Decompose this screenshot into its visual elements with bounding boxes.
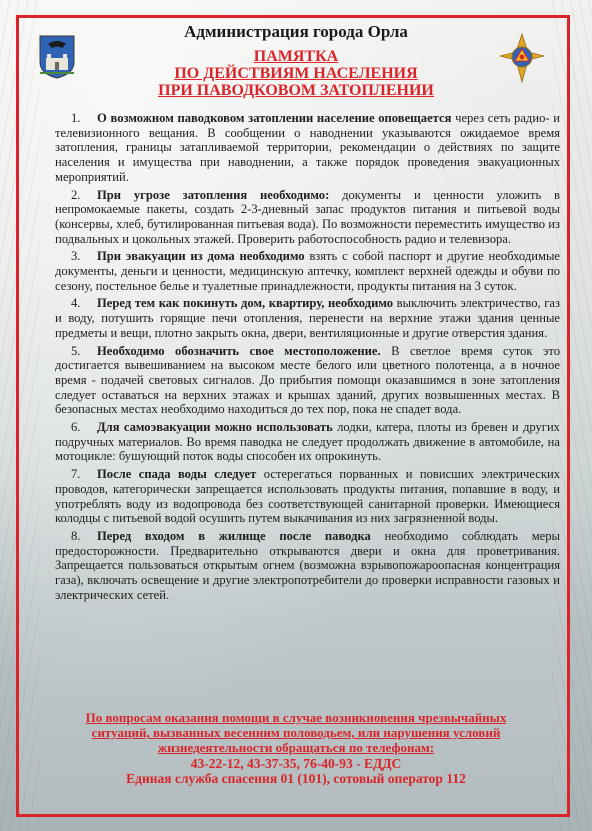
- paragraph-text: через сеть радио- и телевизионного вещания. В сообщении о наводнении указываются ожидаемое время затопления, границы затапливаемой территории, рекомендации о действиях по защите населения и имущества при наводнении, а также порядок проведения эвакуационных мероприятий.: [55, 111, 560, 184]
- instruction-paragraph: [55, 188, 560, 247]
- memo-heading-line: ПО ДЕЙСТВИЯМ НАСЕЛЕНИЯ: [174, 65, 418, 82]
- paragraph-lead: При эвакуации из дома необходимо: [97, 249, 305, 264]
- paragraph-lead: Перед входом в жилище после паводка: [97, 528, 371, 543]
- instructions-list: [55, 111, 560, 606]
- paragraph-text: документы и ценности уложить в непромокаемые пакеты, создать 2-3-дневный запас продуктов питания и питьевой воды (консервы, хлеб, бутилированная питьевая вода). По возможности переместить имущество из подвальных и цокольных этажей. Проверить работоспособность радио и телевизора.: [55, 187, 561, 246]
- paragraph-lead: О возможном паводковом затоплении население оповещается: [97, 111, 452, 125]
- paragraph-number: 4.: [71, 296, 81, 311]
- paragraph-lead: Необходимо обозначить свое местоположение.: [97, 343, 381, 358]
- paragraph-lead: Перед тем как покинуть дом, квартиру, необходимо: [97, 296, 394, 311]
- instruction-paragraph: [55, 467, 560, 526]
- paragraph-text: взять с собой паспорт и другие необходимые документы, деньги и ценности, медицинскую аптечку, комплект верхней одежды и обуви по сезону, постельное белье и туалетные принадлежности, продукты питания на 3 суток.: [55, 249, 560, 293]
- paragraph-text: В светлое время суток это достигается вывешиванием на высоком месте белого или цветного полотенца, а в ночное время - подачей световых сигналов. До прибытия помощи оказавшимся в зоне затопления следует оставаться на верхних этажах и крышах зданий, других возвышенных местах. В безопасных местах необходимо находиться до тех пор, пока не спадет вода.: [55, 343, 560, 417]
- paragraph-number: 8.: [71, 528, 81, 543]
- phone-numbers: 43-22-12, 43-37-35, 76-40-93 - ЕДДС: [190, 756, 402, 771]
- paragraph-text: остерегаться порванных и повисших электрических проводов, категорически запрещается использовать продукты питания, попавшие в воду, и употреблять воду из водопровода без соответствующей санитарной проверки. Имеющиеся колодцы с питьевой водой осушить путем выкачивания из них загрязненной воды.: [55, 467, 560, 526]
- paragraph-text: лодки, катера, плоты из бревен и других подручных материалов. Во время паводка не следует продолжать движение в автомобиле, на мотоцикле: бушующий поток воды способен их опрокинуть.: [55, 420, 560, 464]
- paragraph-text: выключить электричество, газ и воду, потушить горящие печи отопления, перенести на верхние этажи здания ценные предметы и вещи, плотно закрыть окна, двери, вентиляционные и другие отверстия здания.: [55, 296, 560, 340]
- paragraph-number: 2.: [71, 187, 81, 202]
- paragraph-lead: После спада воды следует: [97, 467, 257, 482]
- paragraph-number: 6.: [71, 420, 81, 435]
- contacts-block: [30, 710, 562, 786]
- paragraph-lead: При угрозе затопления необходимо:: [97, 187, 330, 202]
- paragraph-text: необходимо соблюдать меры предосторожности. Предварительно открываются двери и окна для проветривания. Запрещается пользоваться открытым огнем (возможна взрывопожароопасная концентрация газа), включать освещение и другие электропотребители до проверки исправности газовых и электрических сетей.: [55, 528, 561, 602]
- paragraph-number: 5.: [71, 343, 81, 358]
- paragraph-lead: Для самоэвакуации можно использовать: [97, 420, 333, 435]
- paragraph-number: 7.: [71, 467, 81, 482]
- page-title: Администрация города Орла: [184, 22, 408, 41]
- instruction-paragraph: [55, 344, 560, 418]
- paragraph-number: 3.: [71, 249, 81, 264]
- instruction-paragraph: [55, 296, 560, 340]
- contacts-line: ситуаций, вызванных весенним половодьем, или нарушения условий: [91, 725, 501, 740]
- paragraph-number: 1.: [71, 111, 81, 125]
- instruction-paragraph: [55, 111, 560, 185]
- memo-heading: [0, 48, 592, 99]
- instruction-paragraph: [55, 249, 560, 293]
- memo-heading-line: ПАМЯТКА: [253, 48, 339, 65]
- memo-heading-line: ПРИ ПАВОДКОВОМ ЗАТОПЛЕНИИ: [158, 82, 434, 99]
- contacts-line: По вопросам оказания помощи в случае возникновения чрезвычайных: [85, 710, 507, 725]
- rescue-service-numbers: Единая служба спасения 01 (101), сотовый оператор 112: [126, 771, 466, 786]
- instruction-paragraph: [55, 420, 560, 464]
- contacts-line: жизнедеятельности обращаться по телефонам:: [157, 740, 435, 755]
- instruction-paragraph: [55, 529, 560, 603]
